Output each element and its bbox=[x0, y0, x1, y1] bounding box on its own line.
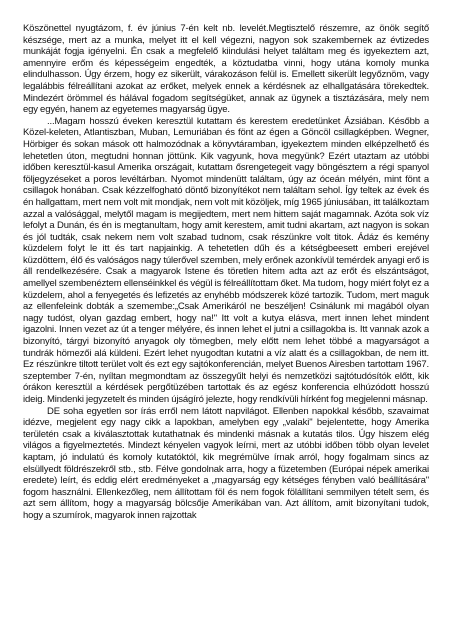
paragraph-3: DE soha egyetlen sor írás erről nem látott napvilágot. Ellenben napokkal később, szavaimat idézve, megjelent egy nagy cikk a lapokban, amelyben egy „valaki" bejelentette, hogy Amerika területén csak a kiválasztottak kutathatnak és mindenki másnak a kutatás tilos. Úgy hiszem elég világos a figyelmeztetés. Mindezt kényelen vagyok leírni, mert az utóbbi időben több olyan levelet kaptam, jó indulatú és komoly kutatóktól, kik megrémülve írnak arról, hogy fogalmam sincs az elsüllyedt földrészekről stb., stb. Félve gondolnak arra, hogy a füzetemben (Európai népek amerikai eredete) leírt, és eddig elért eredményeket a „magyarság egy kétséges fényben való beállítására" fogom használni. Ellenkezőleg, nem állítottam föl és nem fogok fölállítani semmilyen tételt sem, és azt sem állítom, hogy a magyarság bölcsője Amerikában van. Azt állítom, amit bizonyítani tudok, hogy a szumírok, magyarok innen rajzottak bbox=[23, 405, 429, 521]
paragraph-1: Köszönettel nyugtázom, f. év június 7-én kelt nb. levelét.Megtisztelő részemre, az önök segítő készsége, mert az a munka, melyet itt el kell végezni, nagyon sok szakembernek az évtizedes munkáját fogja igényelni. Én csak a megfelelő kiindulási helyet találtam meg és igyekeztem azt, amennyire erőm és képességeim engedték, a köztudatba vinni, hogy utána komoly munka elindulhasson. Úgy érzem, hogy ez sikerült, várakozáson felül is. Emellett sikerült legyőznöm, vagy legalábbis félreállítani azokat az erőket, melyek ennek a kérdésnek az elhallgatására törekedtek. Mindezért örömmel és hálával fogadom segítségüket, annak az ügynek a tisztázására, mely nem egy egyén, hanem az egyetemes magyarság ügye. bbox=[23, 23, 429, 116]
document-page bbox=[23, 23, 429, 629]
paragraph-2: ...Magam hosszú éveken keresztül kutattam és kerestem eredetünket Ázsiában. Később a Közel-keleten, Atlantiszban, Muban, Lemuriában és fönt az égen a Göncöl csillagképben. Wegner, Hörbiger és sokan mások ott halmozódnak a könyvtáramban, igyekeztem minden elképzelhető és lehetetlen úton, megtudni honnan jöttünk. Kik vagyunk, hova megyünk? Ezért utaztam az utóbbi időben keresztül-kasul Amerika országait, kutattam ősrengetegeit vagy böngésztem a régi spanyol följegyzéseket a poros levéltárban. Nyomot mindenütt találtam, úgy az óceán mélyén, mint fönt a csillagok honában. Csak kézzelfogható döntő bizonyítékot nem találtam sehol. Így teltek az évek és én hallgattam, mert nem volt mit mondjak, nem volt mit közöljek, míg 1965 júniusában, itt találkoztam azzal a valósággal, melytől magam is megijedtem, mert nem hittem saját magamnak. Azóta sok víz lefolyt a Dunán, és én is megtanultam, hogy amit kerestem, amit tudni akartam, azt nagyon is sokan és jól tudták, csak nekem nem volt szabad tudnom, csak részünkre volt titok. Ádáz és kemény küzdelem folyt le itt és tart napjainkig. A tehetetlen dűh és a kétségbeesett emberi erejével küzdöttem, élő és valóságos nagy túlerővel szemben, mely erőnek azonkívül temérdek anyagi erő is áll rendelkezésére. Csak a magyarok Istene és töretlen hitem adta azt az erőt és elszántságot, amellyel szembenéztem ellenséinkkel és végül is félreállítottam őket. Ma tudom, hogy miért folyt ez a küzdelem, ahol a fenyegetés és lefizetés az enyhébb módszerek közé tartozik. Tudom, mert maguk az ellenfeleink dobták a szemembe:„Csak Amerikáról ne beszéljen! Csinálunk mi magából olyan nagy tudóst, olyan gazdag embert, hogy na!" Itt volt a kutya elásva, mert innen lehet mindent igazolni. Innen vezet az út a tenger mélyére, és innen lehet el jutni a csillagokba is. Itt vannak azok a bizonyító, tárgyi bizonyító anyagok oly tömegben, mely előtt nem lehet többé a magyarságot a tundrák hömezői alá küldeni. Ezért lehet nyugodtan kutatni a víz alatt és a csillagokban, de nem itt. Ez részünkre tiltott terület volt és ezt egy sajtókonferencián, melyet Buenos Airesben tartottam 1967. szeptember 7-én, nyíltan megmondtam az összegyűlt helyi és nemzetközi sajtótudósítók előtt, kik órákon keresztül a kérdések pergőtüzében tartottak és az egész konferencia elhúzódott hosszú ideig. Mindenki jegyzetelt és minden újságíró jelezte, hogy rendkívüli hírként fog megjelenni másnap. bbox=[23, 115, 429, 405]
